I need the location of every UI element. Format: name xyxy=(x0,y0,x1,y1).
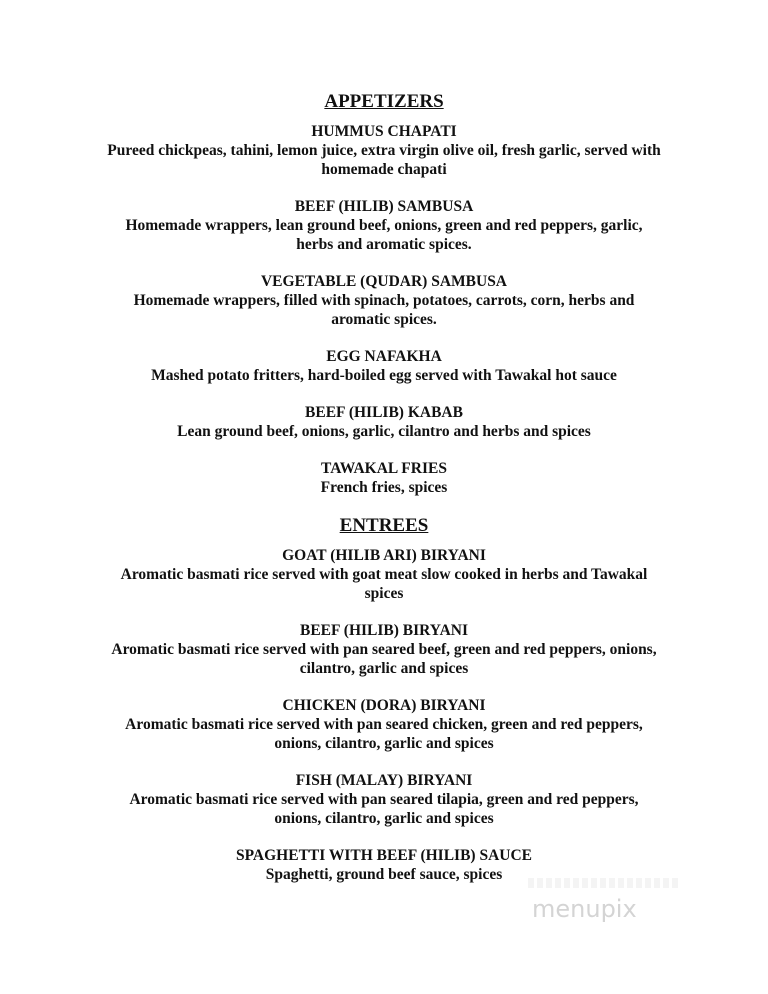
menu-item xyxy=(0,546,768,603)
menu-item-description: Spaghetti, ground beef sauce, spices xyxy=(265,866,503,883)
section-title: ENTREES xyxy=(339,515,429,536)
menu-item xyxy=(0,272,768,329)
menu-section xyxy=(0,91,768,497)
menu-item-description: Aromatic basmati rice served with goat meat slow cooked in herbs and Tawakal xyxy=(120,566,648,583)
menu-item-name: BEEF (HILIB) SAMBUSA xyxy=(294,198,474,215)
menu-item-description: Homemade wrappers, lean ground beef, onions, green and red peppers, garlic, xyxy=(125,217,643,234)
menu-item-name: TAWAKAL FRIES xyxy=(321,460,447,477)
menu-item xyxy=(0,459,768,497)
menu-item xyxy=(0,771,768,828)
menu-item-name: HUMMUS CHAPATI xyxy=(311,123,457,140)
menu-page xyxy=(0,91,768,902)
menu-item-description: Aromatic basmati rice served with pan seared tilapia, green and red peppers, xyxy=(129,791,639,808)
menu-item-name: BEEF (HILIB) KABAB xyxy=(305,404,463,421)
menu-item-description: spices xyxy=(364,585,404,602)
menu-item-name: CHICKEN (DORA) BIRYANI xyxy=(282,697,486,714)
menu-item-description: cilantro, garlic and spices xyxy=(299,660,469,677)
menu-item-name: SPAGHETTI WITH BEEF (HILIB) SAUCE xyxy=(235,847,532,864)
menu-item xyxy=(0,621,768,678)
menu-item xyxy=(0,197,768,254)
menu-item xyxy=(0,403,768,441)
menu-item xyxy=(0,696,768,753)
menu-item-description: French fries, spices xyxy=(320,479,448,496)
menu-item-description: Homemade wrappers, filled with spinach, potatoes, carrots, corn, herbs and xyxy=(133,292,635,309)
menu-item-description: Mashed potato fritters, hard-boiled egg served with Tawakal hot sauce xyxy=(151,367,617,384)
menu-item-name: EGG NAFAKHA xyxy=(326,348,442,365)
menu-item-name: FISH (MALAY) BIRYANI xyxy=(295,772,473,789)
menu-item-name: GOAT (HILIB ARI) BIRYANI xyxy=(282,547,486,564)
menu-item xyxy=(0,347,768,385)
menu-item-description: Pureed chickpeas, tahini, lemon juice, extra virgin olive oil, fresh garlic, served with xyxy=(107,142,661,159)
section-title: APPETIZERS xyxy=(324,91,444,112)
menu-item-name: VEGETABLE (QUDAR) SAMBUSA xyxy=(260,273,508,290)
menupix-watermark: menupix xyxy=(532,895,637,923)
menu-item-description: Aromatic basmati rice served with pan seared chicken, green and red peppers, xyxy=(125,716,643,733)
menu-item xyxy=(0,122,768,179)
watermark-faint-text xyxy=(528,878,678,888)
menu-item-description: aromatic spices. xyxy=(331,311,437,328)
menu-item-name: BEEF (HILIB) BIRYANI xyxy=(300,622,468,639)
menu-item-description: onions, cilantro, garlic and spices xyxy=(274,735,494,752)
menu-item-description: homemade chapati xyxy=(321,161,447,178)
menu-section xyxy=(0,515,768,884)
menu-item-description: Lean ground beef, onions, garlic, cilantro and herbs and spices xyxy=(177,423,591,440)
menu-item-description: Aromatic basmati rice served with pan seared beef, green and red peppers, onions, xyxy=(111,641,657,658)
menu-item-description: herbs and aromatic spices. xyxy=(296,236,472,253)
menu-item-description: onions, cilantro, garlic and spices xyxy=(274,810,494,827)
